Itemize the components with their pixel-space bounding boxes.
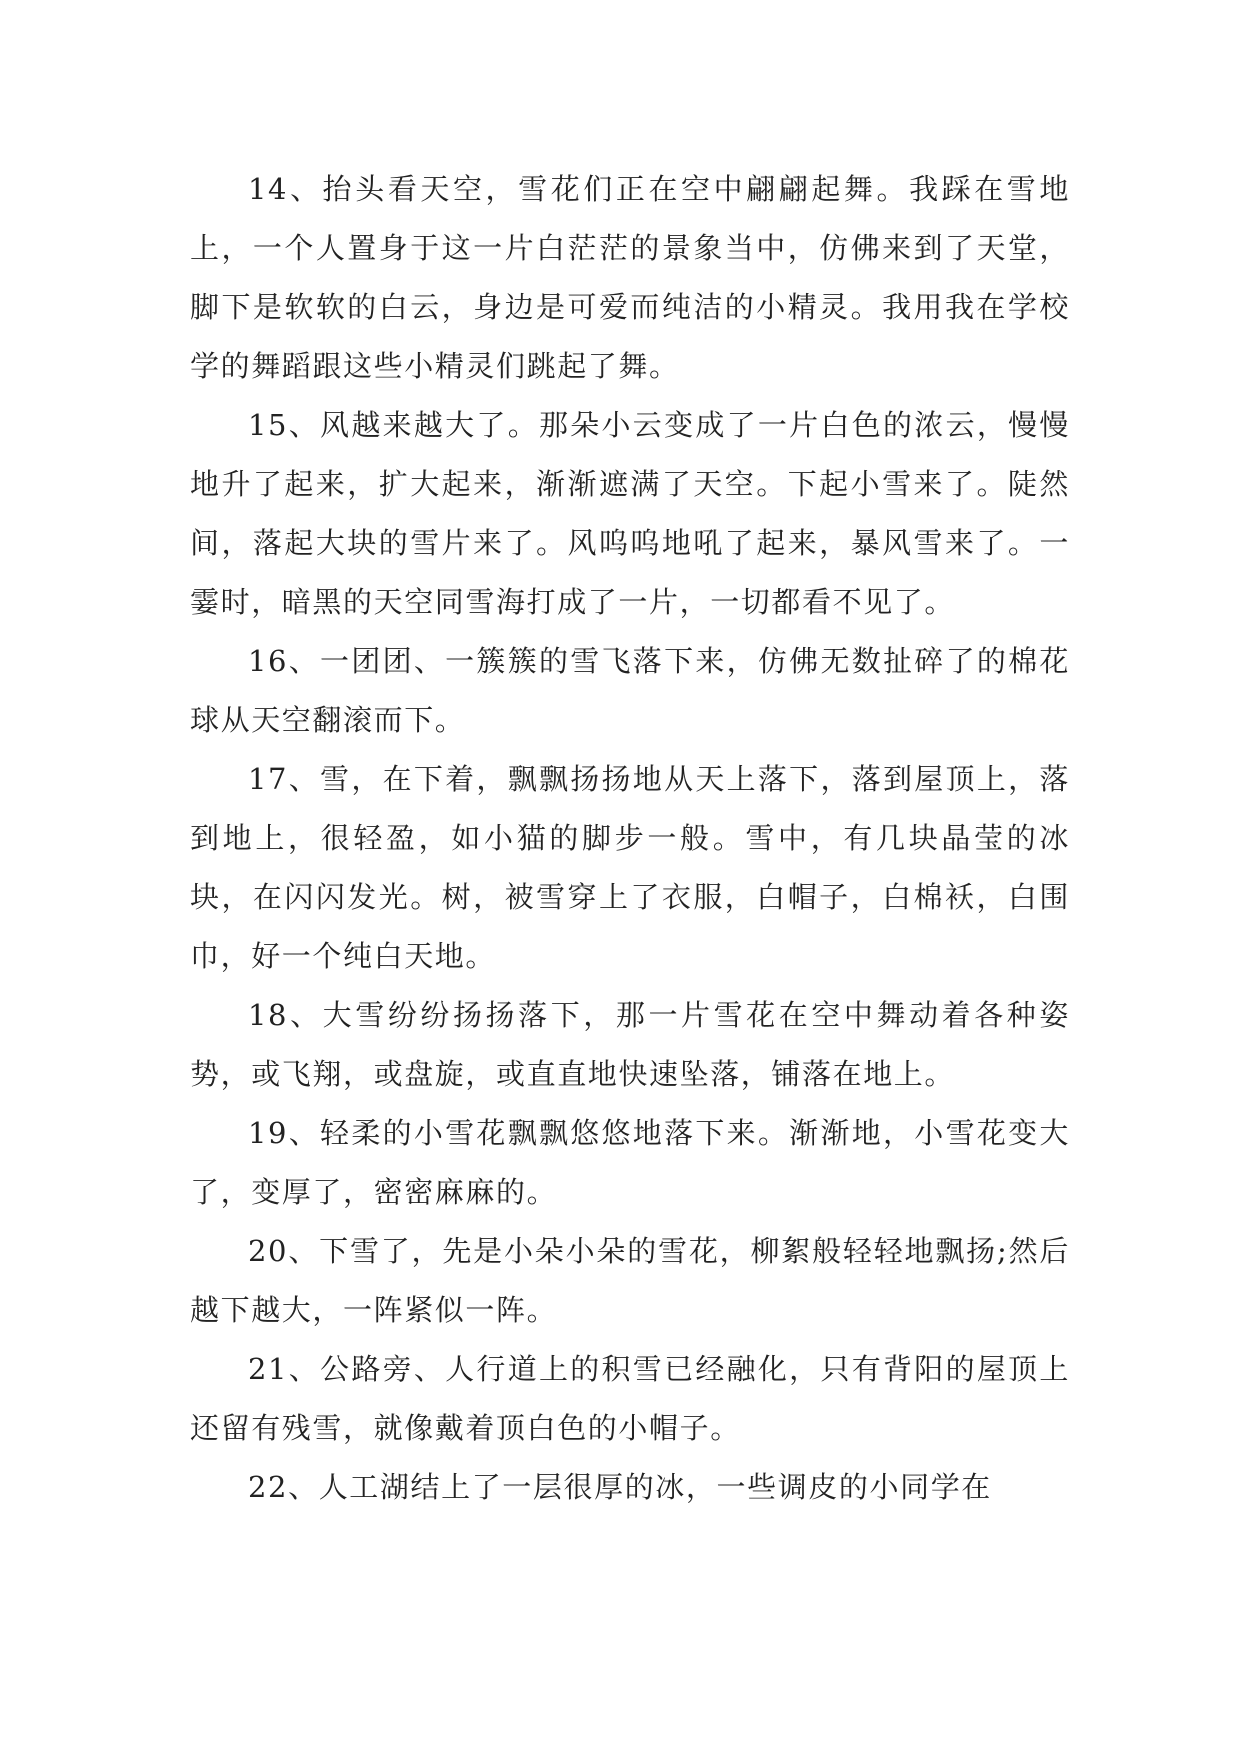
document-body bbox=[190, 160, 1070, 1517]
paragraph-15: 15、风越来越大了。那朵小云变成了一片白色的浓云，慢慢地升了起来，扩大起来，渐渐遮满了天空。下起小雪来了。陡然间，落起大块的雪片来了。风呜呜地吼了起来，暴风雪来了。一霎时，暗黑的天空同雪海打成了一片，一切都看不见了。 bbox=[190, 408, 1070, 619]
paragraph-16: 16、一团团、一簇簇的雪飞落下来，仿佛无数扯碎了的棉花球从天空翻滚而下。 bbox=[190, 644, 1070, 737]
paragraph-18: 18、大雪纷纷扬扬落下，那一片雪花在空中舞动着各种姿势，或飞翔，或盘旋，或直直地快速坠落，铺落在地上。 bbox=[190, 998, 1070, 1091]
paragraph-17: 17、雪，在下着，飘飘扬扬地从天上落下，落到屋顶上，落到地上，很轻盈，如小猫的脚步一般。雪中，有几块晶莹的冰块，在闪闪发光。树，被雪穿上了衣服，白帽子，白棉袄，白围巾，好一个纯白天地。 bbox=[190, 762, 1070, 973]
paragraph-14: 14、抬头看天空，雪花们正在空中翩翩起舞。我踩在雪地上，一个人置身于这一片白茫茫的景象当中，仿佛来到了天堂，脚下是软软的白云，身边是可爱而纯洁的小精灵。我用我在学校学的舞蹈跟这些小精灵们跳起了舞。 bbox=[190, 172, 1070, 383]
paragraph-22: 22、人工湖结上了一层很厚的冰，一些调皮的小同学在 bbox=[248, 1470, 992, 1504]
paragraph-19: 19、轻柔的小雪花飘飘悠悠地落下来。渐渐地，小雪花变大了，变厚了，密密麻麻的。 bbox=[190, 1116, 1070, 1209]
paragraph-20: 20、下雪了，先是小朵小朵的雪花，柳絮般轻轻地飘扬;然后越下越大，一阵紧似一阵。 bbox=[190, 1234, 1070, 1327]
paragraph-21: 21、公路旁、人行道上的积雪已经融化，只有背阳的屋顶上还留有残雪，就像戴着顶白色的小帽子。 bbox=[190, 1352, 1070, 1445]
